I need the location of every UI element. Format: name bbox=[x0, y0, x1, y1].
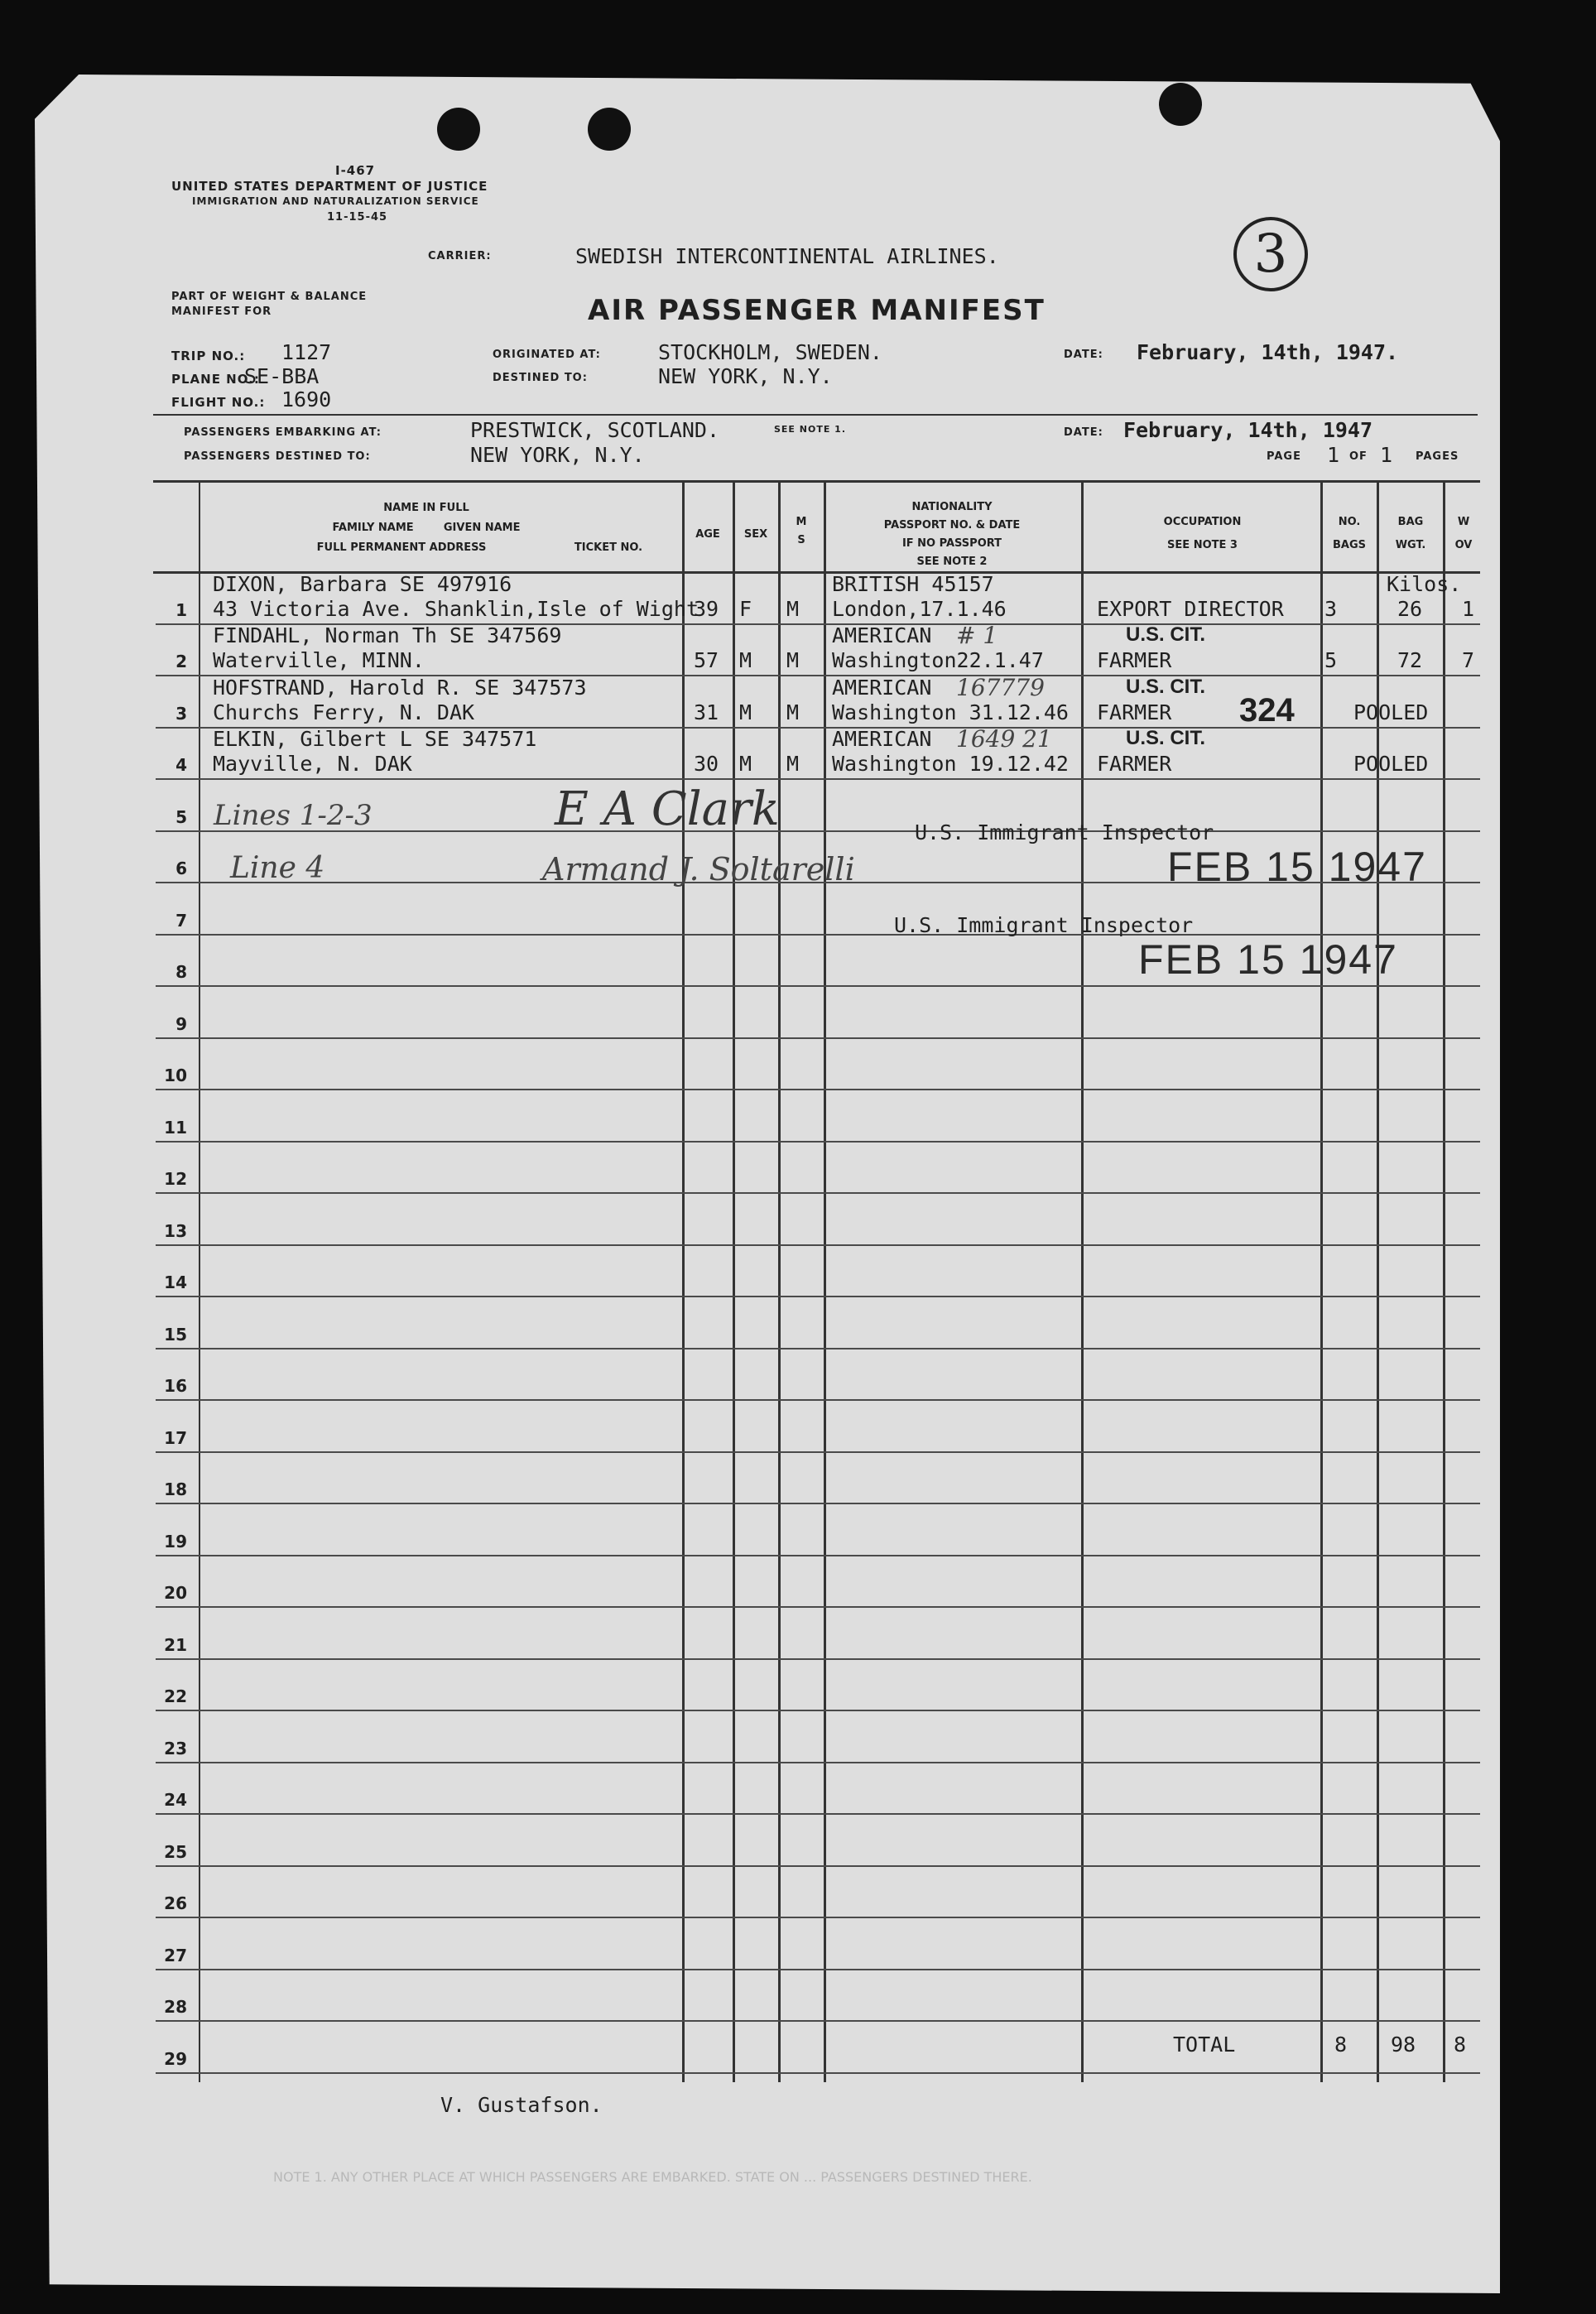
passenger-nationality: BRITISH 45157 bbox=[832, 571, 994, 596]
passenger-age: 31 bbox=[694, 700, 719, 724]
header-sex: SEX bbox=[743, 528, 768, 541]
header-no-passport: IF NO PASSPORT bbox=[901, 537, 1002, 550]
header-marital: M S bbox=[796, 516, 807, 546]
date-stamp-2: FEB 15 1947 bbox=[1138, 936, 1398, 983]
destined-value: NEW YORK, N.Y. bbox=[658, 364, 833, 388]
total-weight: 98 bbox=[1391, 2033, 1416, 2057]
header-wgt: WGT. bbox=[1395, 539, 1426, 551]
manifest-for-label: MANIFEST FOR bbox=[171, 305, 272, 318]
row-number: 24 bbox=[164, 1790, 187, 1810]
row-number: 26 bbox=[164, 1893, 187, 1913]
see-note-1: SEE NOTE 1. bbox=[774, 424, 847, 435]
row-line bbox=[156, 1555, 1480, 1556]
header-no: NO. bbox=[1338, 516, 1361, 528]
row-line bbox=[156, 1658, 1480, 1660]
passenger-marital-status: M bbox=[786, 752, 800, 776]
header-family-given: FAMILY NAME GIVEN NAME bbox=[332, 522, 521, 534]
weight-unit: Kilos. bbox=[1387, 571, 1462, 596]
page-number: 1 bbox=[1327, 443, 1340, 467]
carrier-value: SWEDISH INTERCONTINENTAL AIRLINES. bbox=[575, 244, 999, 268]
col-line-bags bbox=[1320, 480, 1323, 2082]
row-number: 8 bbox=[175, 962, 187, 982]
passenger-sex: M bbox=[739, 700, 752, 724]
row-number: 22 bbox=[164, 1686, 187, 1706]
row-line bbox=[156, 1917, 1480, 1918]
passenger-passport: London,17.1.46 bbox=[832, 596, 1007, 621]
trip-value: 1127 bbox=[281, 340, 332, 364]
passenger-bags: 3 bbox=[1324, 596, 1338, 621]
row-number: 12 bbox=[164, 1169, 187, 1189]
row-line bbox=[156, 1089, 1480, 1090]
page-marker: 3 bbox=[1233, 217, 1308, 291]
passenger-sex: M bbox=[739, 648, 752, 672]
embarking-label: PASSENGERS EMBARKING AT: bbox=[184, 426, 382, 439]
row-line bbox=[156, 2072, 1480, 2074]
footer-signature: V. Gustafson. bbox=[440, 2093, 603, 2117]
header-occupation: OCCUPATION bbox=[1163, 516, 1242, 528]
destined-label: DESTINED TO: bbox=[493, 372, 588, 384]
passenger-occupation: FARMER bbox=[1097, 700, 1172, 724]
header-w: W bbox=[1457, 516, 1470, 528]
col-line-nationality bbox=[824, 480, 826, 2082]
col-line-age bbox=[682, 480, 685, 2082]
row-number: 7 bbox=[175, 910, 187, 931]
passenger-marital-status: M bbox=[786, 596, 800, 621]
row-number: 13 bbox=[164, 1220, 187, 1241]
header-passport: PASSPORT NO. & DATE bbox=[883, 519, 1021, 532]
row-number: 16 bbox=[164, 1376, 187, 1396]
row-line bbox=[156, 2020, 1480, 2022]
stamp-number: 324 bbox=[1239, 691, 1295, 729]
row-number: 29 bbox=[164, 2048, 187, 2069]
row-number: 27 bbox=[164, 1945, 187, 1965]
passenger-address: Churchs Ferry, N. DAK bbox=[213, 700, 475, 724]
passenger-bag-weight: 72 bbox=[1397, 648, 1423, 672]
passenger-occupation: FARMER bbox=[1097, 648, 1172, 672]
row-number: 4 bbox=[175, 755, 187, 775]
footer-note: NOTE 1. ANY OTHER PLACE AT WHICH PASSENGERS ARE EMBARKED. STATE ON ... PASSENGERS DESTINED THERE. bbox=[273, 2169, 1032, 2185]
header-bags: BAGS bbox=[1332, 539, 1366, 551]
row-line bbox=[156, 1710, 1480, 1711]
passenger-marital-status: M bbox=[786, 700, 800, 724]
citizen-stamp: U.S. CIT. bbox=[1126, 727, 1206, 749]
passenger-address: 43 Victoria Ave. Shanklin,Isle of Wight bbox=[213, 596, 699, 621]
passenger-overweight: 7 bbox=[1462, 648, 1475, 672]
row-number: 6 bbox=[175, 859, 187, 878]
form-date: 11-15-45 bbox=[327, 211, 388, 224]
passenger-address: Mayville, N. DAK bbox=[213, 752, 412, 776]
passenger-occupation: EXPORT DIRECTOR bbox=[1097, 596, 1284, 621]
inspector-label-1: U.S. Immigrant Inspector bbox=[915, 820, 1214, 844]
citizen-stamp: U.S. CIT. bbox=[1126, 623, 1206, 646]
row-line bbox=[156, 1296, 1480, 1297]
originated-label: ORIGINATED AT: bbox=[493, 349, 601, 361]
header-address: FULL PERMANENT ADDRESS bbox=[316, 541, 487, 554]
row-number: 11 bbox=[164, 1117, 187, 1138]
passenger-overweight: 1 bbox=[1462, 596, 1475, 621]
header-see-note-3: SEE NOTE 3 bbox=[1167, 539, 1238, 551]
row-number: 18 bbox=[164, 1479, 187, 1499]
punch-hole bbox=[1159, 83, 1202, 126]
plane-value: SE-BBA bbox=[244, 364, 320, 388]
passenger-age: 39 bbox=[694, 596, 719, 621]
date2-label: DATE: bbox=[1064, 426, 1103, 439]
header-name-in-full: NAME IN FULL bbox=[383, 502, 469, 514]
pages-label: PAGES bbox=[1416, 450, 1459, 463]
flight-value: 1690 bbox=[281, 387, 332, 411]
row-number: 5 bbox=[175, 806, 187, 827]
header-see-note-2: SEE NOTE 2 bbox=[916, 556, 988, 568]
passengers-destined-label: PASSENGERS DESTINED TO: bbox=[184, 450, 371, 463]
row-number: 21 bbox=[164, 1634, 187, 1655]
service-name: IMMIGRATION AND NATURALIZATION SERVICE bbox=[192, 195, 479, 207]
table-top-line bbox=[153, 480, 1480, 483]
total-label: TOTAL bbox=[1173, 2033, 1236, 2057]
handwritten-note: # 1 bbox=[956, 622, 998, 649]
row-line bbox=[156, 1969, 1480, 1970]
passenger-passport: Washington 31.12.46 bbox=[832, 700, 1069, 724]
passenger-passport: Washington22.1.47 bbox=[832, 648, 1044, 672]
handwritten-note: 167779 bbox=[956, 673, 1045, 701]
passenger-bag-weight: 26 bbox=[1397, 596, 1423, 621]
flight-label: FLIGHT NO.: bbox=[171, 395, 266, 410]
row-line bbox=[156, 1762, 1480, 1763]
row-line bbox=[156, 1037, 1480, 1039]
row-line bbox=[156, 1503, 1480, 1504]
row-number: 1 bbox=[175, 599, 187, 620]
row-line bbox=[156, 1348, 1480, 1349]
passenger-nationality: AMERICAN bbox=[832, 623, 932, 647]
row-line bbox=[156, 1399, 1480, 1401]
header-bag: BAG bbox=[1397, 516, 1424, 528]
passenger-passport: Washington 19.12.42 bbox=[832, 752, 1069, 776]
trip-label: TRIP NO.: bbox=[171, 349, 246, 363]
col-line-occupation bbox=[1081, 480, 1084, 2082]
passenger-name: FINDAHL, Norman Th SE 347569 bbox=[213, 623, 562, 647]
row-number: 2 bbox=[175, 652, 187, 671]
header-ticket: TICKET NO. bbox=[574, 541, 643, 554]
row-number: 9 bbox=[175, 1013, 187, 1034]
row-number: 20 bbox=[164, 1583, 187, 1603]
row-number: 14 bbox=[164, 1272, 187, 1292]
punch-hole bbox=[437, 108, 480, 151]
form-title: AIR PASSENGER MANIFEST bbox=[588, 294, 1046, 327]
row-number: 28 bbox=[164, 1997, 187, 2017]
department-name: UNITED STATES DEPARTMENT OF JUSTICE bbox=[171, 179, 488, 194]
col-line-sex bbox=[733, 480, 735, 2082]
handwritten-line-4: Line 4 bbox=[230, 851, 325, 885]
date-label: DATE: bbox=[1064, 349, 1103, 361]
row-number: 15 bbox=[164, 1324, 187, 1345]
row-number: 25 bbox=[164, 1841, 187, 1862]
row-line bbox=[156, 1141, 1480, 1143]
row-line bbox=[156, 985, 1480, 987]
handwritten-lines-1-2-3: Lines 1-2-3 bbox=[214, 799, 373, 832]
row-number: 17 bbox=[164, 1427, 187, 1448]
passenger-name: DIXON, Barbara SE 497916 bbox=[213, 571, 512, 596]
passenger-marital-status: M bbox=[786, 648, 800, 672]
passenger-age: 30 bbox=[694, 752, 719, 776]
header-age: AGE bbox=[695, 528, 720, 541]
row-line bbox=[156, 1606, 1480, 1608]
row-line bbox=[156, 1813, 1480, 1815]
date2-value: February, 14th, 1947 bbox=[1123, 418, 1373, 442]
pooled-label: POOLED bbox=[1353, 752, 1429, 776]
inspector-signature-1: E A Clark bbox=[555, 782, 780, 836]
passenger-nationality: AMERICAN bbox=[832, 675, 932, 700]
row-number: 23 bbox=[164, 1738, 187, 1758]
of-label: OF bbox=[1349, 450, 1368, 463]
part-of-label: PART OF WEIGHT & BALANCE bbox=[171, 291, 368, 303]
inspector-signature-2: Armand J. Soltarelli bbox=[542, 851, 855, 888]
handwritten-note: 1649 21 bbox=[956, 725, 1052, 753]
passenger-name: ELKIN, Gilbert L SE 347571 bbox=[213, 727, 537, 751]
passenger-age: 57 bbox=[694, 648, 719, 672]
passenger-address: Waterville, MINN. bbox=[213, 648, 425, 672]
total-over: 8 bbox=[1454, 2033, 1467, 2057]
citizen-stamp: U.S. CIT. bbox=[1126, 675, 1206, 698]
passenger-occupation: FARMER bbox=[1097, 752, 1172, 776]
embarking-value: PRESTWICK, SCOTLAND. bbox=[470, 418, 720, 442]
row-number: 19 bbox=[164, 1531, 187, 1551]
page-label: PAGE bbox=[1267, 450, 1301, 463]
carrier-label: CARRIER: bbox=[428, 250, 492, 262]
row-number: 3 bbox=[175, 703, 187, 724]
row-line bbox=[156, 1244, 1480, 1246]
passenger-nationality: AMERICAN bbox=[832, 727, 932, 751]
row-line bbox=[156, 1865, 1480, 1867]
punch-hole bbox=[588, 108, 631, 151]
row-number: 10 bbox=[164, 1066, 187, 1085]
col-line-marital bbox=[778, 480, 781, 2082]
passengers-destined-value: NEW YORK, N.Y. bbox=[470, 443, 645, 467]
passenger-sex: F bbox=[739, 596, 752, 621]
header-ov: OV bbox=[1454, 539, 1473, 551]
passenger-bags: 5 bbox=[1324, 648, 1338, 672]
row-line bbox=[156, 1451, 1480, 1453]
date-stamp-1: FEB 15 1947 bbox=[1167, 844, 1427, 890]
header-nationality: NATIONALITY bbox=[911, 501, 993, 513]
form-number: I-467 bbox=[335, 163, 376, 178]
passenger-name: HOFSTRAND, Harold R. SE 347573 bbox=[213, 675, 587, 700]
total-bags: 8 bbox=[1334, 2033, 1348, 2057]
originated-value: STOCKHOLM, SWEDEN. bbox=[658, 340, 882, 364]
row-line bbox=[156, 778, 1480, 780]
row-line bbox=[156, 1192, 1480, 1194]
inspector-label-2: U.S. Immigrant Inspector bbox=[894, 913, 1194, 937]
date-value: February, 14th, 1947. bbox=[1137, 340, 1399, 364]
passenger-sex: M bbox=[739, 752, 752, 776]
pooled-label: POOLED bbox=[1353, 700, 1429, 724]
col-line-name bbox=[199, 480, 200, 2082]
plane-label: PLANE NO.: bbox=[171, 372, 260, 387]
page-total: 1 bbox=[1380, 443, 1393, 467]
header-divider bbox=[153, 414, 1478, 416]
col-line-over bbox=[1443, 480, 1445, 2082]
